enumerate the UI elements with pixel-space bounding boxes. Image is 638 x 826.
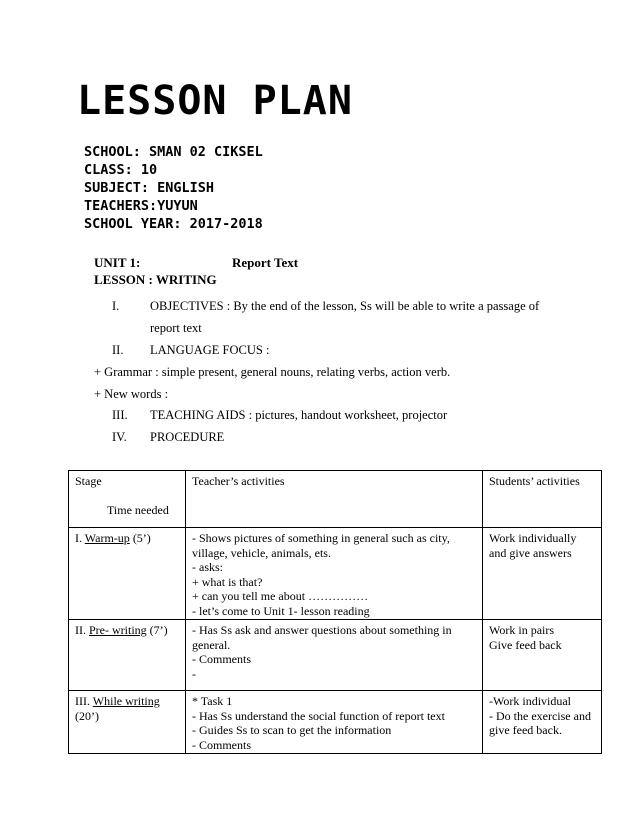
- procedure-heading: PROCEDURE: [150, 430, 225, 444]
- new-words-line: + New words :: [94, 387, 169, 401]
- teacher-line: -: [192, 666, 196, 681]
- page-title: LESSON PLAN: [77, 78, 353, 124]
- students-line: and give answers: [489, 545, 572, 560]
- students-line: -Work individual: [489, 694, 572, 708]
- stage-time: (5’): [129, 531, 151, 545]
- teacher-line: - Comments: [192, 652, 251, 666]
- unit-topic: Report Text: [232, 255, 299, 270]
- stage-name: Warm-up: [84, 531, 130, 545]
- teaching-aids-text: TEACHING AIDS : pictures, handout worksheet, projector: [150, 408, 448, 422]
- header-teacher-cell: [186, 471, 483, 528]
- teacher-line: - Comments: [192, 737, 251, 752]
- header-stage: Stage: [75, 474, 102, 488]
- teacher-name: TEACHERS:YUYUN: [84, 198, 198, 214]
- header-time-needed: Time needed: [107, 503, 169, 517]
- teacher-line: - Has Ss understand the social function of report text: [192, 708, 445, 723]
- teacher-line: village, vehicle, animals, ets.: [192, 545, 331, 560]
- stage-prefix: II.: [75, 623, 89, 637]
- stage-cell: [69, 620, 186, 691]
- objectives-text: OBJECTIVES : By the end of the lesson, Ss will be able to write a passage of: [150, 299, 540, 313]
- table-row: [69, 620, 602, 691]
- objectives-number: I.: [112, 299, 120, 313]
- students-line: - Do the exercise and: [489, 708, 591, 723]
- grammar-line: + Grammar : simple present, general nouns, relating verbs, action verb.: [94, 365, 451, 379]
- students-line: give feed back.: [489, 723, 562, 737]
- unit-block: [94, 254, 414, 288]
- stage-cell: [69, 691, 186, 754]
- teaching-aids-number: III.: [112, 408, 128, 422]
- students-activities-cell: [483, 528, 602, 620]
- teacher-line: + can you tell me about ……………: [192, 589, 369, 603]
- stage-cell: [69, 528, 186, 620]
- header-stage-cell: [69, 471, 186, 528]
- table-row: [69, 691, 602, 754]
- stage-name: Pre- writing: [89, 623, 147, 637]
- header-students: Students’ activities: [489, 474, 580, 488]
- teacher-line: - Has Ss ask and answer questions about something in: [192, 623, 452, 637]
- procedure-number: IV.: [112, 430, 127, 444]
- teacher-line: general.: [192, 637, 231, 652]
- teacher-activities-cell: [186, 620, 483, 691]
- subject-name: SUBJECT: ENGLISH: [84, 180, 215, 196]
- table-header-row: [69, 471, 602, 528]
- students-line: Work individually: [489, 531, 577, 545]
- teacher-line: - Shows pictures of something in general such as city,: [192, 531, 450, 545]
- header-teacher: Teacher’s activities: [192, 474, 285, 488]
- stage-time: (20’): [75, 708, 99, 723]
- teacher-line: + what is that?: [192, 574, 263, 589]
- unit-label: UNIT 1:: [94, 255, 141, 270]
- teacher-activities-cell: [186, 528, 483, 620]
- teacher-activities-cell: [186, 691, 483, 754]
- students-line: Give feed back: [489, 637, 562, 652]
- school-year: SCHOOL YEAR: 2017-2018: [84, 216, 263, 232]
- stage-time: (7’): [146, 623, 168, 637]
- school-name: SCHOOL: SMAN 02 CIKSEL: [84, 144, 263, 160]
- stage-name: While writing: [92, 694, 160, 708]
- stage-prefix: I.: [75, 531, 85, 545]
- stage-prefix: III.: [75, 694, 93, 708]
- students-activities-cell: [483, 620, 602, 691]
- school-info: [84, 143, 263, 233]
- teacher-line: - asks:: [192, 560, 223, 574]
- table-row: [69, 528, 602, 620]
- teacher-line: - let’s come to Unit 1- lesson reading: [192, 603, 370, 618]
- teacher-line: * Task 1: [192, 694, 233, 708]
- objectives-text-cont: report text: [150, 321, 202, 335]
- lesson-label: LESSON : WRITING: [94, 272, 217, 287]
- students-activities-cell: [483, 691, 602, 754]
- language-focus-number: II.: [112, 343, 124, 357]
- class-name: CLASS: 10: [84, 162, 158, 178]
- procedure-table: [68, 470, 602, 754]
- header-students-cell: [483, 471, 602, 528]
- students-line: Work in pairs: [489, 623, 555, 637]
- language-focus-heading: LANGUAGE FOCUS :: [150, 343, 270, 357]
- teacher-line: - Guides Ss to scan to get the information: [192, 723, 392, 737]
